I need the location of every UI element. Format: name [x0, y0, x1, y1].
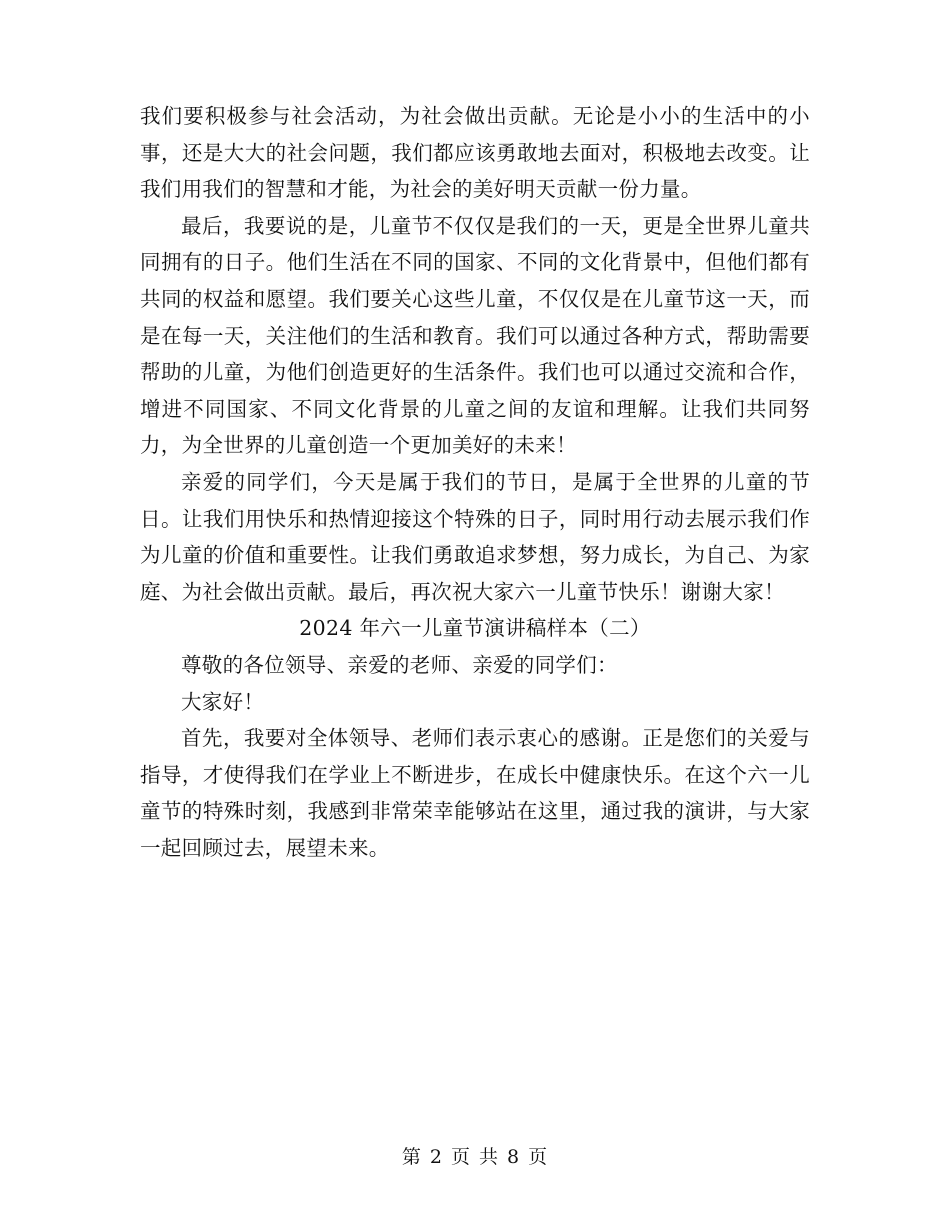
- footer-label-ye: 页: [450, 1146, 471, 1168]
- greeting: 大家好！: [181, 689, 265, 714]
- salutation: 尊敬的各位领导、亲爱的老师、亲爱的同学们：: [181, 652, 618, 677]
- page-footer: [0, 1142, 950, 1169]
- footer-label-ye2: 页: [528, 1146, 549, 1168]
- section-title: 2024 年六一儿童节演讲稿样本（二）: [299, 616, 651, 641]
- footer-label-gong: 共: [479, 1146, 500, 1168]
- paragraph: 亲爱的同学们，今天是属于我们的节日，是属于全世界的儿童的节日。让我们用快乐和热情迎接这个特殊的日子，同时用行动去展示我们作为儿童的价值和重要性。让我们勇敢追求梦想，努力成长，为自己、为家庭、为社会做出贡献。最后，再次祝大家六一儿童节快乐！谢谢大家！: [140, 469, 810, 604]
- paragraph: 首先，我要对全体领导、老师们表示衷心的感谢。正是您们的关爱与指导，才使得我们在学业上不断进步，在成长中健康快乐。在这个六一儿童节的特殊时刻，我感到非常荣幸能够站在这里，通过我的演讲，与大家一起回顾过去，展望未来。: [140, 726, 810, 860]
- paragraph: 我们要积极参与社会活动，为社会做出贡献。无论是小小的生活中的小事，还是大大的社会问题，我们都应该勇敢地去面对，积极地去改变。让我们用我们的智慧和才能，为社会的美好明天贡献一份力量。: [140, 104, 810, 202]
- footer-label-di: 第: [401, 1146, 422, 1168]
- paragraph: 最后，我要说的是，儿童节不仅仅是我们的一天，更是全世界儿童共同拥有的日子。他们生活在不同的国家、不同的文化背景中，但他们都有共同的权益和愿望。我们要关心这些儿童，不仅仅是在儿童节这一天，而是在每一天，关注他们的生活和教育。我们可以通过各种方式，帮助需要帮助的儿童，为他们创造更好的生活条件。我们也可以通过交流和合作，增进不同国家、不同文化背景的儿童之间的友谊和理解。让我们共同努力，为全世界的儿童创造一个更加美好的未来！: [140, 213, 810, 458]
- document-body: [140, 98, 810, 866]
- total-page-number: 8: [507, 1146, 521, 1168]
- current-page-number: 2: [429, 1146, 443, 1168]
